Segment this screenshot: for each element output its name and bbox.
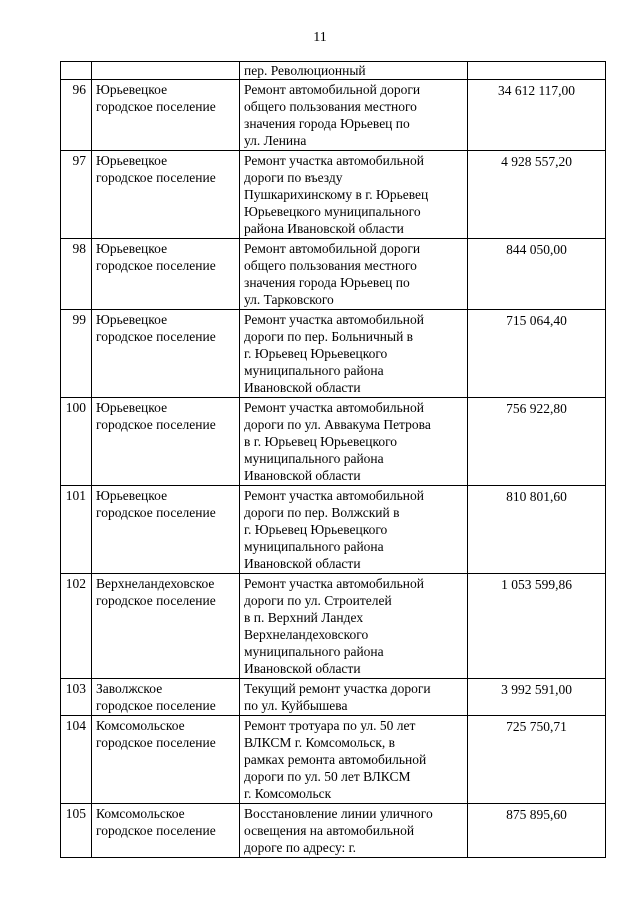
- table-row: [61, 804, 606, 858]
- description-cell: Восстановление линии уличного освещения на автомобильной дороге по адресу: г.: [240, 804, 468, 858]
- table-row: [61, 239, 606, 310]
- row-number-cell: 102: [61, 574, 92, 679]
- table-row: [61, 310, 606, 398]
- amount-cell: 810 801,60: [468, 486, 606, 574]
- row-number-cell: [61, 62, 92, 80]
- table-row: [61, 574, 606, 679]
- municipality-cell: [92, 62, 240, 80]
- row-number-cell: 105: [61, 804, 92, 858]
- description-cell: Текущий ремонт участка дороги по ул. Куйбышева: [240, 679, 468, 716]
- description-cell: Ремонт тротуара по ул. 50 лет ВЛКСМ г. Комсомольск, в рамках ремонта автомобильной дороги по ул. 50 лет ВЛКСМ г. Комсомольск: [240, 716, 468, 804]
- description-cell: Ремонт участка автомобильной дороги по пер. Больничный в г. Юрьевец Юрьевецкого муниципального района Ивановской области: [240, 310, 468, 398]
- municipality-cell: Юрьевецкое городское поселение: [92, 310, 240, 398]
- description-cell: Ремонт участка автомобильной дороги по пер. Волжский в г. Юрьевец Юрьевецкого муниципального района Ивановской области: [240, 486, 468, 574]
- table-row: [61, 486, 606, 574]
- amount-cell: 875 895,60: [468, 804, 606, 858]
- municipality-cell: Юрьевецкое городское поселение: [92, 239, 240, 310]
- amount-cell: 844 050,00: [468, 239, 606, 310]
- road-repair-table: [60, 61, 606, 858]
- table-row-continuation: [61, 62, 606, 80]
- row-number-cell: 96: [61, 80, 92, 151]
- row-number-cell: 99: [61, 310, 92, 398]
- municipality-cell: Верхнеландеховское городское поселение: [92, 574, 240, 679]
- description-cell: Ремонт автомобильной дороги общего пользования местного значения города Юрьевец по ул. Ленина: [240, 80, 468, 151]
- municipality-cell: Заволжское городское поселение: [92, 679, 240, 716]
- municipality-cell: Юрьевецкое городское поселение: [92, 398, 240, 486]
- table-row: [61, 398, 606, 486]
- description-cell: Ремонт автомобильной дороги общего пользования местного значения города Юрьевец по ул. Тарковского: [240, 239, 468, 310]
- table-row: [61, 716, 606, 804]
- row-number-cell: 101: [61, 486, 92, 574]
- description-cell: Ремонт участка автомобильной дороги по ул. Аввакума Петрова в г. Юрьевец Юрьевецкого муниципального района Ивановской области: [240, 398, 468, 486]
- municipality-cell: Комсомольское городское поселение: [92, 716, 240, 804]
- row-number-cell: 100: [61, 398, 92, 486]
- row-number-cell: 98: [61, 239, 92, 310]
- description-cell: Ремонт участка автомобильной дороги по ул. Строителей в п. Верхний Ландех Верхнеландеховского муниципального района Ивановской области: [240, 574, 468, 679]
- table-row: [61, 80, 606, 151]
- amount-cell: 756 922,80: [468, 398, 606, 486]
- amount-cell: 4 928 557,20: [468, 151, 606, 239]
- description-cell: пер. Революционный: [240, 62, 468, 80]
- description-cell: Ремонт участка автомобильной дороги по въезду Пушкарихинскому в г. Юрьевец Юрьевецкого муниципального района Ивановской области: [240, 151, 468, 239]
- row-number-cell: 104: [61, 716, 92, 804]
- municipality-cell: Юрьевецкое городское поселение: [92, 151, 240, 239]
- municipality-cell: Юрьевецкое городское поселение: [92, 80, 240, 151]
- amount-cell: 725 750,71: [468, 716, 606, 804]
- amount-cell: [468, 62, 606, 80]
- municipality-cell: Комсомольское городское поселение: [92, 804, 240, 858]
- amount-cell: 715 064,40: [468, 310, 606, 398]
- table-row: [61, 679, 606, 716]
- table-row: [61, 151, 606, 239]
- row-number-cell: 97: [61, 151, 92, 239]
- row-number-cell: 103: [61, 679, 92, 716]
- municipality-cell: Юрьевецкое городское поселение: [92, 486, 240, 574]
- amount-cell: 1 053 599,86: [468, 574, 606, 679]
- amount-cell: 3 992 591,00: [468, 679, 606, 716]
- page-number: 11: [313, 30, 327, 45]
- amount-cell: 34 612 117,00: [468, 80, 606, 151]
